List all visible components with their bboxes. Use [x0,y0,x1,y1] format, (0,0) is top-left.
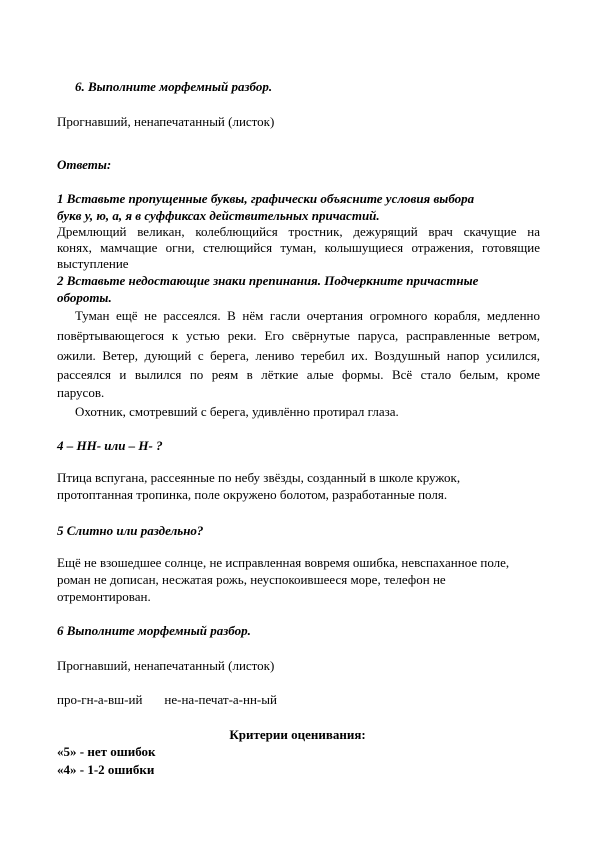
grade5-text: - нет ошибок [76,744,156,759]
q4-text-line2: протоптанная тропинка, поле окружено болотом, разработанные поля. [57,487,448,502]
q1-text-line2: конях, мамчащие огни, стелющийся туман, колышущиеся отражения, готовящие [57,240,540,255]
q1-text-line3: выступление [57,256,129,271]
q5-heading: 5 Слитно или раздельно? [57,523,204,538]
q5-text-line2: роман не дописан, несжатая рожь, неуспокоившееся море, телефон не [57,572,446,587]
grade4-text: - 1-2 ошибки [76,762,155,777]
q6-parse-word1: про-гн-а-вш-ий [57,692,143,707]
q5-text-line1: Ещё не взошедшее солнце, не исправленная вовремя ошибка, невспаханное поле, [57,555,510,570]
q1-text-line1: Дремлющий великан, колеблющийся тростник, дежурящий врач скачущие на [57,224,540,239]
answers-heading: Ответы: [57,157,112,172]
q6-heading: 6 Выполните морфемный разбор. [57,623,251,638]
q6-parse-word2: не-на-печат-а-нн-ый [164,692,277,707]
grade4-mark: «4» [57,762,77,777]
q6-words: Прогнавший, ненапечатанный (листок) [57,658,275,673]
grade5-mark: «5» [57,744,77,759]
q2-text-line2: повёртывающегося к устью реки. Его свёрнутые паруса, расправленные ветром, [57,328,540,343]
criteria-grade4 [57,762,154,778]
q2-text-line5: парусов. [57,385,105,400]
q1-heading-line2: букв у, ю, а, я в суффиксах действительных причастий. [57,208,380,223]
q2-text-line1: Туман ещё не рассеялся. В нём гасли очертания огромного корабля, медленно [75,308,540,323]
q2-text-line6: Охотник, смотревший с берега, удивлённо протирал глаза. [75,404,399,419]
q2-text-line4: рассеялся и вылился по реям в лёткие алые формы. Всё стало белым, кроме [57,367,540,382]
criteria-heading: Критерии оценивания: [229,727,366,742]
q1-heading-line1: 1 Вставьте пропущенные буквы, графически объясните условия выбора [57,191,475,206]
task6-words: Прогнавший, ненапечатанный (листок) [57,114,275,129]
q5-text-line3: отремонтирован. [57,589,151,604]
criteria-grade5 [57,744,156,760]
task6-heading: 6. Выполните морфемный разбор. [75,79,273,94]
q4-heading: 4 – НН- или – Н- ? [57,438,163,453]
q2-text-line3: ожили. Ветер, дующий с берега, лениво теребил их. Воздушный напор усилился, [57,348,540,363]
q2-heading-line1: 2 Вставьте недостающие знаки препинания. Подчеркните причастные [57,273,479,288]
q4-text-line1: Птица вспугана, рассеянные по небу звёзды, созданный в школе кружок, [57,470,461,485]
q6-parse [57,692,277,708]
q2-heading-line2: обороты. [57,290,112,305]
